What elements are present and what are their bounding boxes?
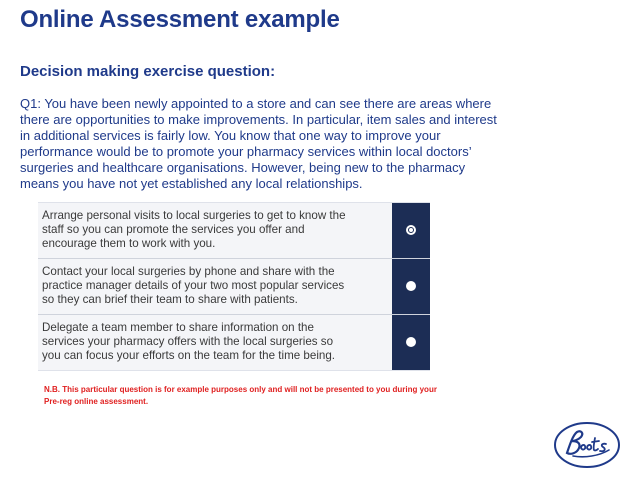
answer-options-panel xyxy=(38,202,430,371)
answer-option-1-text: Arrange personal visits to local surgeries to get to know the staff so you can promote the services you offer and encourage them to work with you. xyxy=(42,209,346,250)
radio-button-icon[interactable] xyxy=(406,225,416,235)
answer-option-2-text: Contact your local surgeries by phone and share with the practice manager details of your two most popular services so they can brief their team to share with patients. xyxy=(42,265,345,306)
answer-option-3-rail xyxy=(392,315,430,370)
disclaimer-note: N.B. This particular question is for example purposes only and will not be presented to you during your Pre-reg online assessment. xyxy=(44,385,437,406)
answer-option-3[interactable] xyxy=(38,314,430,370)
answer-option-3-text: Delegate a team member to share information on the services your pharmacy offers with the local surgeries so you can focus your efforts on the team for the time being. xyxy=(42,321,336,362)
answer-option-1[interactable] xyxy=(38,203,430,258)
page-title: Online Assessment example xyxy=(20,6,340,33)
answer-option-1-rail xyxy=(392,203,430,258)
radio-button-icon[interactable] xyxy=(406,337,416,347)
section-subtitle: Decision making exercise question: xyxy=(20,63,276,80)
boots-logo xyxy=(553,420,621,470)
boots-logo-icon xyxy=(553,420,621,470)
answer-option-2[interactable] xyxy=(38,258,430,314)
answer-option-2-rail xyxy=(392,259,430,314)
question-text: Q1: You have been newly appointed to a store and can see there are areas where there are opportunities to make improvements. In particular, item sales and interest in additional services is fairly low. You know that one way to improve your performance would be to promote your pharmacy services within local doctors’ surgeries and healthcare organisations. However, being new to the pharmacy means you have not yet established any local relationships. xyxy=(20,96,497,191)
radio-button-icon[interactable] xyxy=(406,281,416,291)
